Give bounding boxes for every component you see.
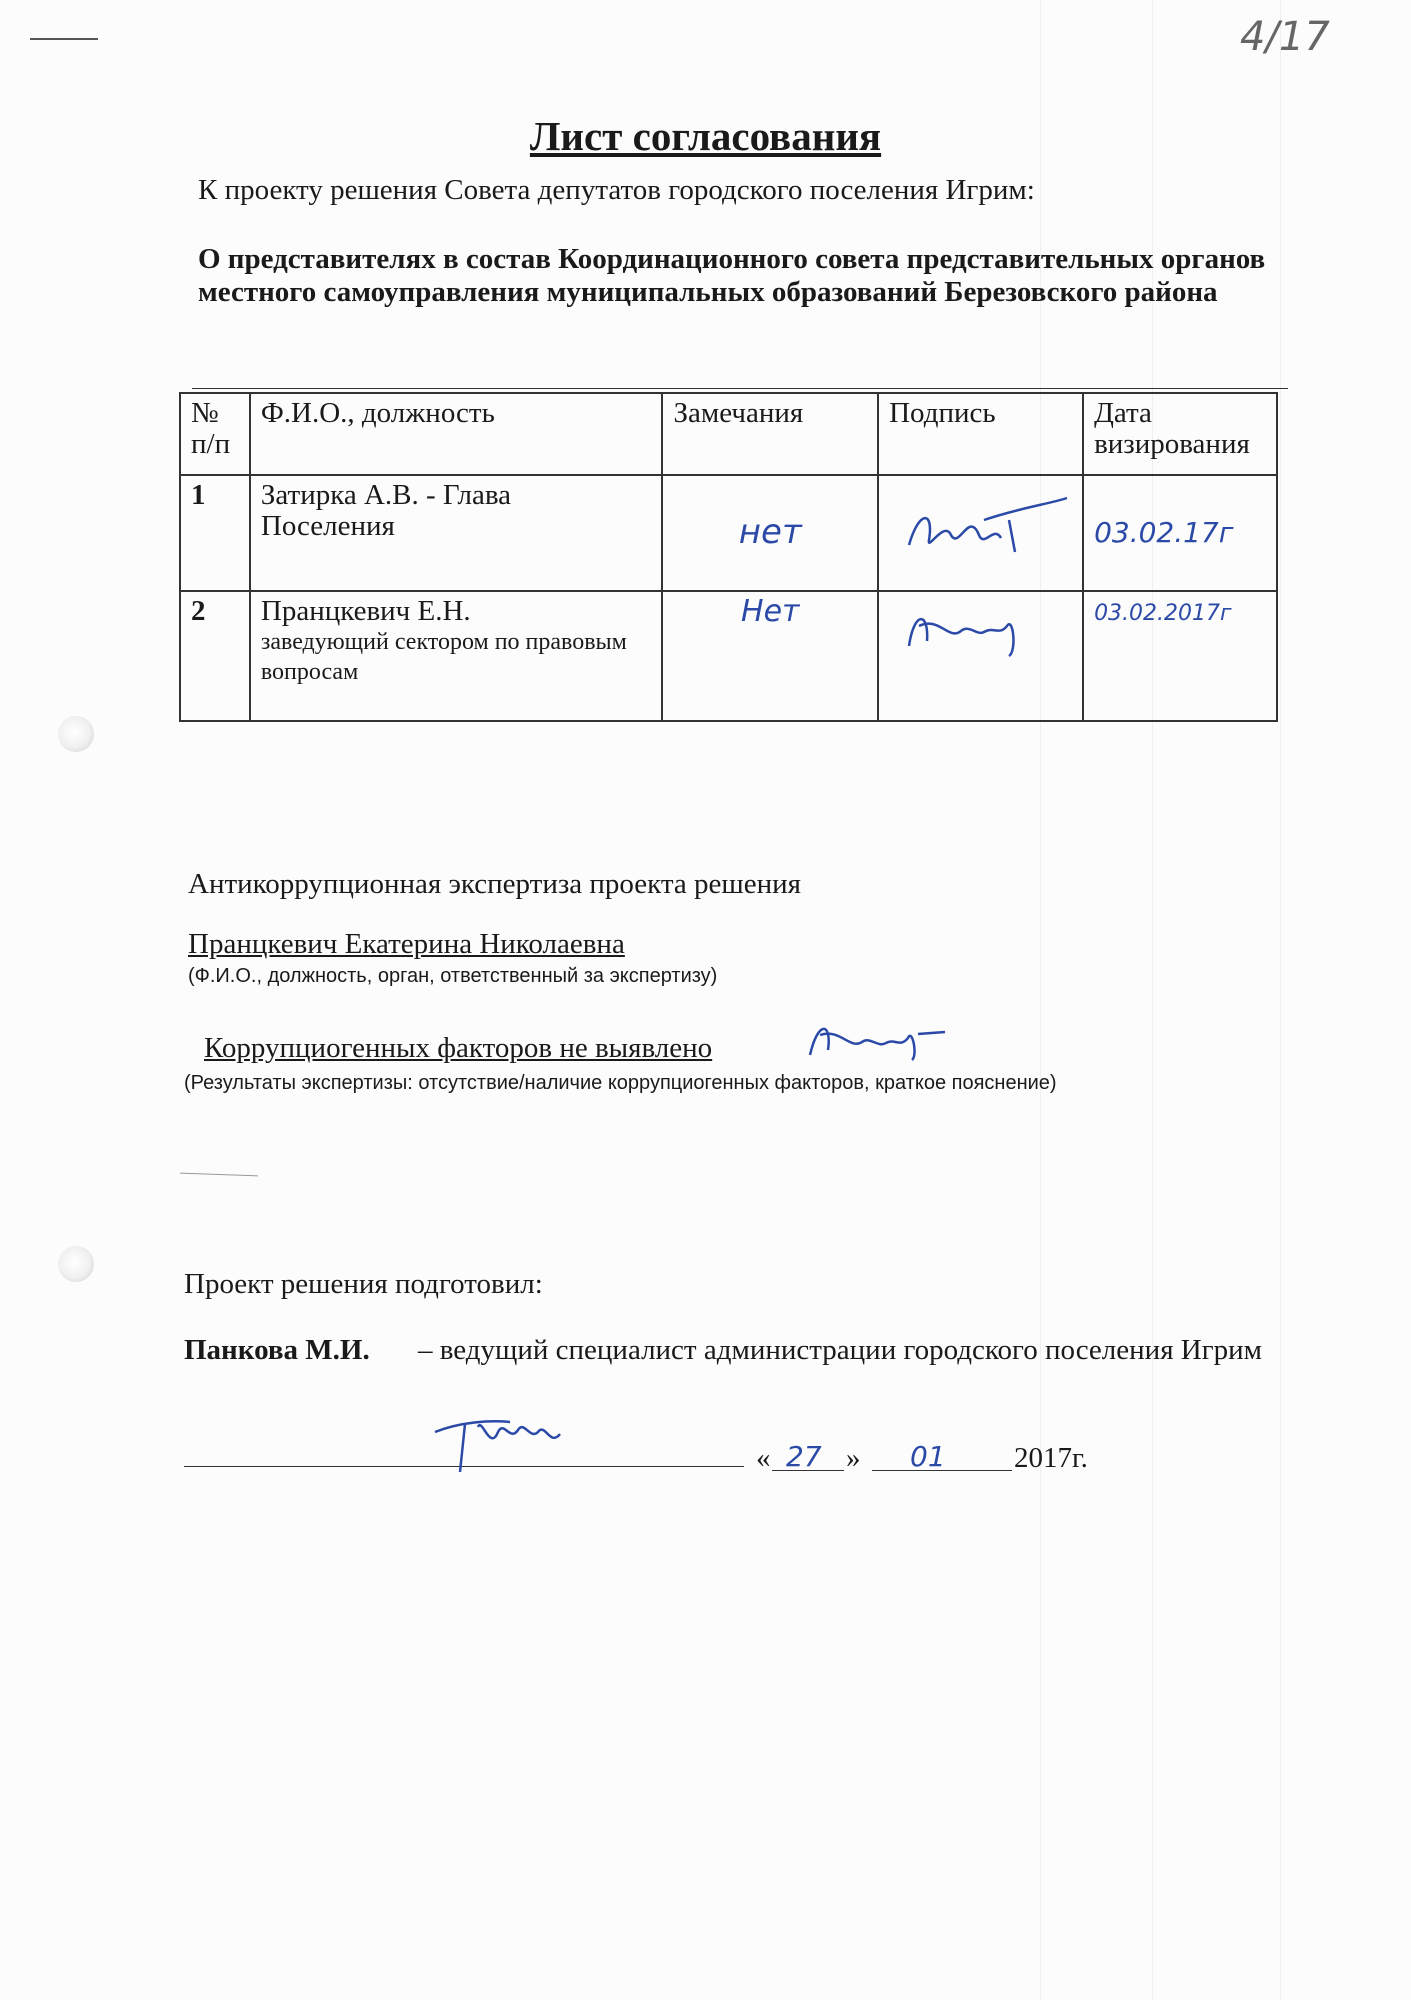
date-close-quote: » bbox=[846, 1442, 861, 1474]
table-header-row bbox=[180, 393, 1277, 475]
date-year: 2017г. bbox=[1014, 1442, 1088, 1474]
punch-hole bbox=[58, 716, 94, 752]
preparer-name: Панкова М.И. bbox=[184, 1334, 370, 1366]
punch-hole bbox=[58, 1246, 94, 1282]
row-name bbox=[250, 475, 663, 591]
document-subject: О представителях в состав Координационного совета представительных органов местного самоуправления муниципальных образований Березовского района bbox=[198, 243, 1266, 308]
scan-mark bbox=[30, 38, 98, 40]
approver-position: заведующий сектором по правовым вопросам bbox=[260, 629, 627, 685]
preparer-position: – ведущий специалист администрации городского поселения Игрим bbox=[418, 1334, 1262, 1366]
row-number: 1 bbox=[180, 475, 250, 591]
remarks-cell bbox=[662, 591, 878, 721]
expertise-signature bbox=[800, 1010, 950, 1070]
header-date: Дата визирования bbox=[1083, 393, 1277, 475]
remarks-handwritten: нет bbox=[738, 511, 802, 552]
signature-image bbox=[889, 596, 1069, 666]
row-number: 2 bbox=[180, 591, 250, 721]
approver-name: Затирка А.В. - Глава Поселения bbox=[260, 479, 512, 542]
date-day: 27 bbox=[786, 1440, 822, 1473]
date-cell bbox=[1083, 475, 1277, 591]
approver-name: Пранцкевич Е.Н. bbox=[260, 595, 471, 627]
visa-date: 03.02.17г bbox=[1094, 516, 1234, 549]
project-reference: К проекту решения Совета депутатов городского поселения Игрим: bbox=[198, 174, 1035, 206]
date-month: 01 bbox=[910, 1440, 946, 1473]
visa-date: 03.02.2017г bbox=[1094, 601, 1232, 626]
preparer-signature bbox=[420, 1392, 580, 1482]
header-number: № п/п bbox=[180, 393, 250, 475]
header-remarks: Замечания bbox=[662, 393, 878, 475]
table-row bbox=[180, 591, 1277, 721]
expertise-heading: Антикоррупционная экспертиза проекта решения bbox=[188, 868, 801, 900]
page-title: Лист согласования bbox=[529, 113, 882, 159]
page-number: 4/17 bbox=[1240, 14, 1330, 60]
row-name bbox=[250, 591, 663, 721]
prepared-heading: Проект решения подготовил: bbox=[184, 1268, 543, 1300]
scan-mark bbox=[180, 1173, 258, 1177]
expert-caption: (Ф.И.О., должность, орган, ответственный за экспертизу) bbox=[188, 965, 718, 987]
remarks-cell bbox=[662, 475, 878, 591]
date-cell bbox=[1083, 591, 1277, 721]
approval-table bbox=[179, 392, 1278, 722]
signature-cell bbox=[878, 591, 1083, 721]
expert-name: Пранцкевич Екатерина Николаевна bbox=[188, 928, 625, 960]
separator-line bbox=[192, 388, 1288, 389]
result-caption: (Результаты экспертизы: отсутствие/наличие коррупциогенных факторов, краткое пояснение) bbox=[184, 1072, 1057, 1094]
remarks-handwritten: Нет bbox=[741, 594, 800, 629]
header-signature: Подпись bbox=[878, 393, 1083, 475]
signature-image bbox=[889, 490, 1069, 570]
date-open-quote: « bbox=[756, 1442, 771, 1474]
header-name: Ф.И.О., должность bbox=[250, 393, 663, 475]
signature-cell bbox=[878, 475, 1083, 591]
expertise-result: Коррупциогенных факторов не выявлено bbox=[204, 1032, 713, 1064]
table-row bbox=[180, 475, 1277, 591]
